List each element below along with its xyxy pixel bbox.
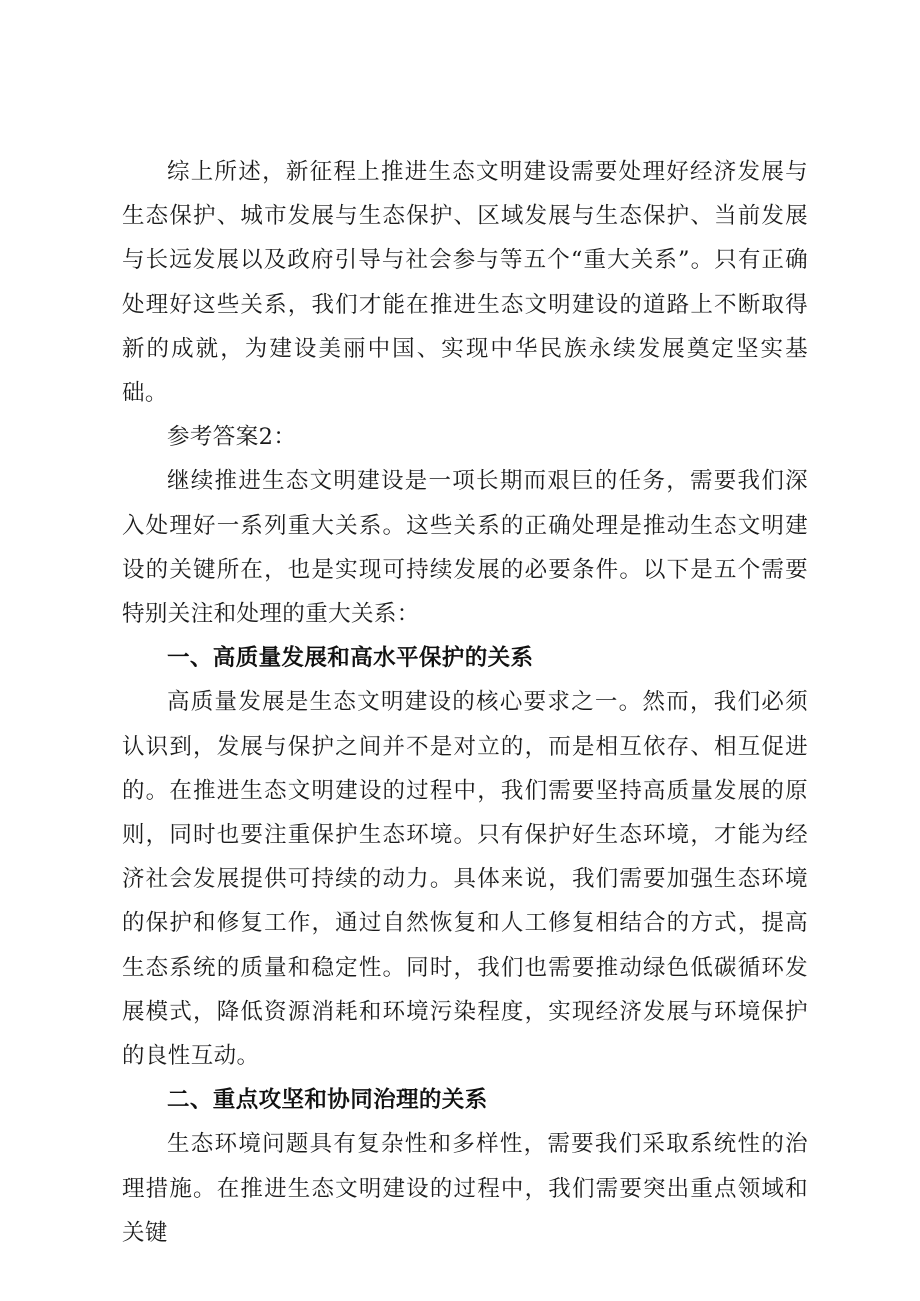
paragraph-reference-answer-label: 参考答案2： [167,424,297,451]
paragraph-summary: 综上所述，新征程上推进生态文明建设需要处理好经济发展与生态保护、城市发展与生态保护、区域发展与生态保护、当前发展与长远发展以及政府引导与社会参与等五个“重大关系”。只有正确处理好这些关系，我们才能在推进生态文明建设的道路上不断取得新的成就，为建设美丽中国、实现中华民族永续发展奠定坚实基础。 [122,159,808,407]
paragraph-section-1: 高质量发展是生态文明建设的核心要求之一。然而，我们必须认识到，发展与保护之间并不是对立的，而是相互依存、相互促进的。在推进生态文明建设的过程中，我们需要坚持高质量发展的原则，同时也要注重保护生态环境。只有保护好生态环境，才能为经济社会发展提供可持续的动力。具体来说，我们需要加强生态环境的保护和修复工作，通过自然恢复和人工修复相结合的方式，提高生态系统的质量和稳定性。同时，我们也需要推动绿色低碳循环发展模式，降低资源消耗和环境污染程度，实现经济发展与环境保护的良性互动。 [122,689,808,1070]
section-heading-1: 一、高质量发展和高水平保护的关系 [167,645,534,672]
paragraph-section-2: 生态环境问题具有复杂性和多样性，需要我们采取系统性的治理措施。在推进生态文明建设的过程中，我们需要突出重点领域和关键 [122,1131,808,1246]
document-body [122,150,808,1255]
section-heading-2: 二、重点攻坚和协同治理的关系 [167,1087,488,1114]
paragraph-intro: 继续推进生态文明建设是一项长期而艰巨的任务，需要我们深入处理好一系列重大关系。这些关系的正确处理是推动生态文明建设的关键所在，也是实现可持续发展的必要条件。以下是五个需要特别关注和处理的重大关系： [122,468,808,628]
